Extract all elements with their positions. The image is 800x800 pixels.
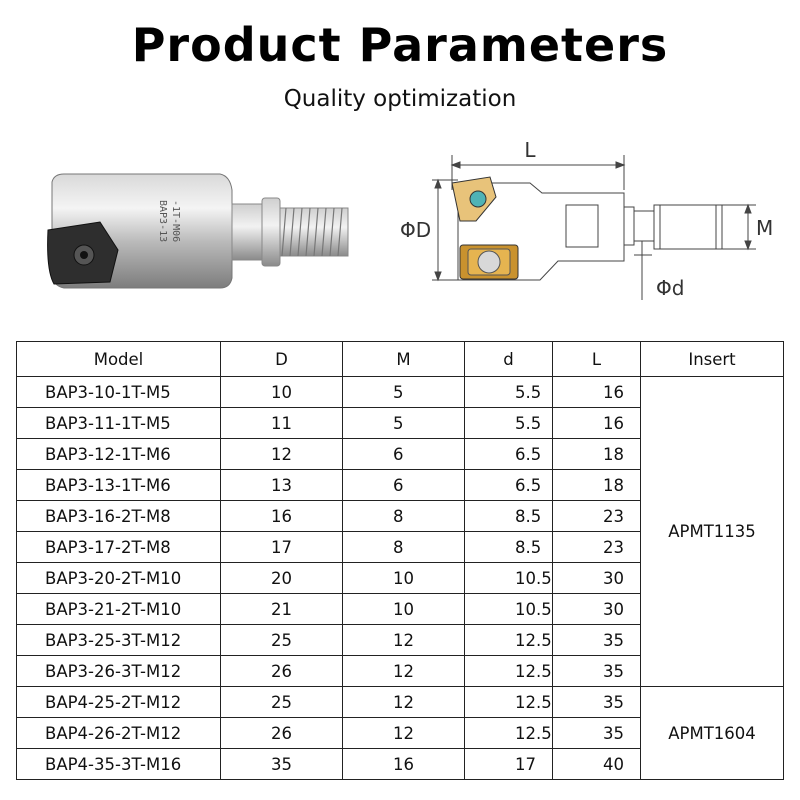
cell-d: 6.5	[465, 439, 553, 470]
cell-D: 11	[221, 408, 343, 439]
cell-M: 12	[343, 625, 465, 656]
header-M: M	[343, 342, 465, 377]
parameter-table	[16, 341, 784, 780]
cell-L: 30	[553, 563, 641, 594]
cell-L: 23	[553, 532, 641, 563]
cell-D: 13	[221, 470, 343, 501]
cell-L: 35	[553, 687, 641, 718]
cell-D: 12	[221, 439, 343, 470]
cell-d: 6.5	[465, 470, 553, 501]
cell-L: 35	[553, 625, 641, 656]
cell-M: 8	[343, 501, 465, 532]
cell-model: BAP4-35-3T-M16	[17, 749, 221, 780]
cell-model: BAP4-25-2T-M12	[17, 687, 221, 718]
cell-M: 5	[343, 377, 465, 408]
cell-D: 26	[221, 656, 343, 687]
cell-d: 8.5	[465, 501, 553, 532]
cell-M: 12	[343, 656, 465, 687]
cell-d: 12.5	[465, 656, 553, 687]
cell-M: 6	[343, 470, 465, 501]
cell-D: 16	[221, 501, 343, 532]
cell-M: 6	[343, 439, 465, 470]
cell-L: 18	[553, 439, 641, 470]
cell-M: 8	[343, 532, 465, 563]
cell-M: 10	[343, 563, 465, 594]
cell-model: BAP3-17-2T-M8	[17, 532, 221, 563]
label-phid: Φd	[656, 276, 685, 300]
cell-d: 10.5	[465, 594, 553, 625]
insert-top-screw	[470, 191, 486, 207]
cell-L: 23	[553, 501, 641, 532]
cell-L: 35	[553, 718, 641, 749]
cell-model: BAP3-20-2T-M10	[17, 563, 221, 594]
cell-L: 35	[553, 656, 641, 687]
cell-d: 10.5	[465, 563, 553, 594]
table-header-row	[17, 342, 784, 377]
cell-d: 12.5	[465, 625, 553, 656]
cell-L: 30	[553, 594, 641, 625]
cell-D: 17	[221, 532, 343, 563]
label-M: M	[756, 216, 774, 240]
cell-model: BAP3-21-2T-M10	[17, 594, 221, 625]
product-photo	[40, 160, 370, 300]
cell-model: BAP3-13-1T-M6	[17, 470, 221, 501]
cell-L: 16	[553, 408, 641, 439]
cell-M: 5	[343, 408, 465, 439]
cell-M: 10	[343, 594, 465, 625]
label-L: L	[524, 138, 536, 162]
table-row	[17, 377, 784, 408]
cell-D: 26	[221, 718, 343, 749]
cell-model: BAP3-10-1T-M5	[17, 377, 221, 408]
header-L: L	[553, 342, 641, 377]
table-body	[17, 377, 784, 780]
cell-D: 35	[221, 749, 343, 780]
technical-drawing	[380, 135, 780, 315]
cell-L: 40	[553, 749, 641, 780]
engraving-text-1: BAP3-13	[157, 200, 168, 243]
cell-d: 5.5	[465, 377, 553, 408]
cell-d: 12.5	[465, 687, 553, 718]
insert-bottom-screw	[478, 251, 500, 273]
page-title: Product Parameters	[131, 18, 669, 72]
cell-d: 5.5	[465, 408, 553, 439]
cell-M: 12	[343, 687, 465, 718]
cell-insert: APMT1604	[641, 687, 784, 780]
header-d: d	[465, 342, 553, 377]
cell-insert: APMT1135	[641, 377, 784, 687]
cell-d: 12.5	[465, 718, 553, 749]
cell-d: 17	[465, 749, 553, 780]
cell-D: 25	[221, 687, 343, 718]
engraving-text-2: -1T-M06	[170, 200, 181, 243]
cell-model: BAP3-11-1T-M5	[17, 408, 221, 439]
cell-d: 8.5	[465, 532, 553, 563]
cell-D: 21	[221, 594, 343, 625]
neck	[232, 204, 262, 260]
cell-model: BAP4-26-2T-M12	[17, 718, 221, 749]
table-row	[17, 687, 784, 718]
cell-L: 18	[553, 470, 641, 501]
shank	[262, 198, 280, 266]
header-insert: Insert	[641, 342, 784, 377]
cell-M: 16	[343, 749, 465, 780]
header-model: Model	[17, 342, 221, 377]
label-phiD: ΦD	[400, 218, 432, 242]
cell-D: 25	[221, 625, 343, 656]
cell-D: 20	[221, 563, 343, 594]
cell-D: 10	[221, 377, 343, 408]
cell-model: BAP3-12-1T-M6	[17, 439, 221, 470]
cell-L: 16	[553, 377, 641, 408]
page-subtitle: Quality optimization	[283, 86, 517, 112]
cell-M: 12	[343, 718, 465, 749]
header-D: D	[221, 342, 343, 377]
cell-model: BAP3-16-2T-M8	[17, 501, 221, 532]
cell-model: BAP3-25-3T-M12	[17, 625, 221, 656]
cell-model: BAP3-26-3T-M12	[17, 656, 221, 687]
